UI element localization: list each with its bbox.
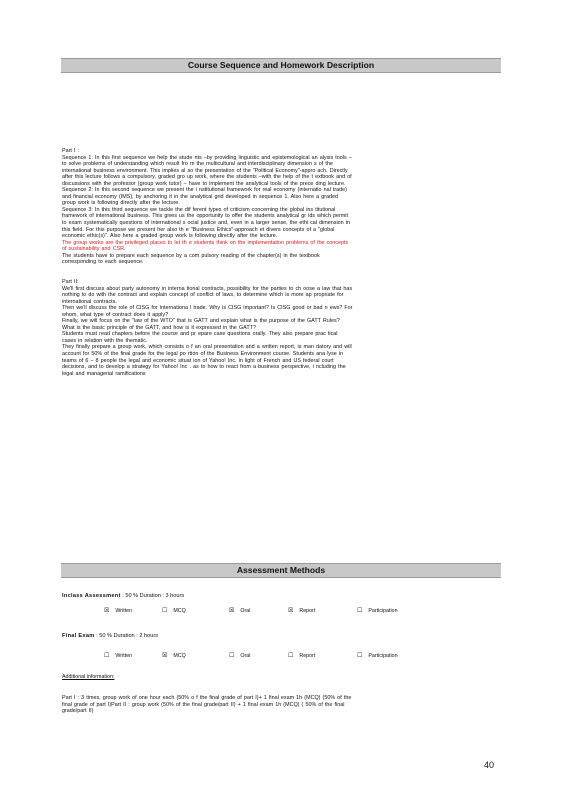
inclass-assessment-label: Inclass Assessment: [62, 593, 121, 599]
part-one-highlight-line: of sustainability and CSR.: [62, 246, 126, 253]
additional-line: Part I : 3 times, group work of one hour each (50% o f the final grade of part I)+ 1 final exam 1h (MCQ) (50% of the: [62, 695, 352, 701]
part-one-line: group work is following directly after the lecture.: [62, 200, 180, 207]
additional-line: grade/part II): [62, 708, 94, 715]
part-two-line: legal and managerial ramifications: [62, 370, 146, 377]
part-two-line: account for 50% of the final grade for the legal po rtion of the Business Environment course. Students ana lyse in: [62, 351, 344, 358]
part-two-line: They finally prepare a group work, which consists o f an oral presentation and a written report, is man datory and will: [62, 344, 352, 351]
part-two-line: nothing to do with the contract and explain concept of conflict of laws, to determine which is more ap propriate for: [62, 292, 344, 299]
final-option-oral[interactable]: [229, 652, 250, 659]
additional-line: final grade of part I)Part II : group work (50% of the final grade/part II) + 1 final exam 1h (MCQ) ( 50% of the final: [62, 701, 345, 708]
checkbox-icon: ☐: [104, 653, 110, 659]
additional-information-label: Additional information:: [62, 674, 115, 680]
part-two-block: [62, 279, 500, 377]
part-one-line: corresponding to each sequence.: [62, 259, 144, 266]
part-two-line: What is the basic principle of the GATT, and how is it expressed in the GATT?: [62, 324, 256, 331]
checkbox-icon: ☐: [229, 653, 235, 659]
additional-information-block: [62, 695, 500, 715]
part-one-line: Sequence 3: In this third sequence we tackle the dif ferent types of criticism concerning the global ins titutional: [62, 206, 336, 213]
part-one-line: discussions with the professor (group work tutor) – have to implement the analytical tools of the prece ding lecture.: [62, 180, 346, 187]
checkbox-icon: ☐: [357, 608, 363, 614]
final-option-report[interactable]: [288, 652, 315, 659]
final-option-written[interactable]: [104, 652, 132, 659]
final-exam-label: Final Exam: [62, 633, 95, 639]
part-one-block: [62, 148, 500, 266]
final-exam-detail: : 50 % Duration : 2 hours: [96, 633, 158, 639]
option-label: MCQ: [173, 653, 186, 659]
checkbox-icon: ☒: [288, 608, 294, 614]
option-label: Written: [115, 653, 133, 659]
part-one-heading: Part I :: [62, 148, 80, 154]
part-one-line: to solve problems of understanding which result fro m the multicultural and interdisciplinary dimension s of the: [62, 161, 333, 168]
option-label: Report: [299, 653, 316, 659]
section-title-course-sequence: Course Sequence and Homework Description: [61, 58, 501, 73]
part-two-line: teams of 6 – 8 people the legal and economic situat ion of Yahoo! Inc. in light of French and US federal court: [62, 357, 334, 364]
part-two-line: Students must read chapters before the course and pr epare case questions orally. They also prepare prac tical: [62, 331, 338, 338]
part-one-line: and financial economy (IMS), by anchoring it in the analytical grid developed in sequence 1. Also here a graded: [62, 193, 339, 200]
part-two-line: international contracts.: [62, 298, 117, 305]
inclass-assessment-detail: : 50 % Duration : 3 hours: [122, 593, 185, 599]
part-one-line: framework of international business. This gives us the opportunity to offer the students analytical gr ids which permit: [62, 213, 348, 220]
section-title-assessment-methods: Assessment Methods: [61, 563, 501, 578]
part-one-line: international business environment. This implies al so the presentation of the "Political Economy"-appro ach. Directly: [62, 167, 348, 174]
part-one-line: this field. For this purpose we present her also th e "Business Ethics"-approach et divers concepts of a "global: [62, 226, 335, 233]
final-option-participation[interactable]: [357, 652, 398, 659]
part-two-line: cases in relation with the thematic.: [62, 337, 148, 344]
option-label: Participation: [368, 608, 398, 614]
checkbox-icon: ☐: [162, 608, 168, 614]
part-two-line: decisions, and to develop a strategy for Yahoo! Inc . as to how to react from a business perspective, i ncluding the: [62, 364, 346, 371]
checkbox-icon: ☒: [162, 653, 168, 659]
checkbox-icon: ☒: [104, 608, 110, 614]
part-one-line: after this lecture follows a compulsory, graded gro up work, where the students –with the help of the t extbook and of: [62, 174, 352, 181]
part-one-highlight-line: The group works are the privileged places to let th e students think on the implementation problems of the concepts: [62, 239, 349, 246]
option-label: Oral: [240, 608, 251, 614]
part-one-line: Sequence 2: In this second sequence we present the i nstitutional framework for real economy (internatio nal trade): [62, 187, 347, 194]
final-exam-row: [62, 633, 158, 639]
part-one-line: to exam systematically questions of international s ocial justice and, even in a larger sense, the ethi cal dimension in: [62, 220, 350, 227]
option-label: Written: [115, 608, 133, 614]
checkbox-icon: ☐: [288, 653, 294, 659]
part-two-line: whom, what type of contract does it apply?: [62, 311, 169, 318]
checkbox-icon: ☒: [229, 608, 235, 614]
inclass-option-report[interactable]: [288, 607, 315, 614]
inclass-assessment-row: [62, 593, 184, 599]
inclass-option-participation[interactable]: [357, 607, 398, 614]
option-label: Oral: [240, 653, 251, 659]
inclass-option-oral[interactable]: [229, 607, 250, 614]
page-number: 40: [484, 760, 495, 770]
option-label: MCQ: [173, 608, 186, 614]
option-label: Participation: [368, 653, 398, 659]
inclass-option-written[interactable]: [104, 607, 132, 614]
part-one-line: The students have to prepare each sequence by a com pulsory reading of the chapter(s) in the textbook: [62, 252, 320, 259]
inclass-option-mcq[interactable]: [162, 607, 186, 614]
part-one-line: Sequence 1: In this first sequence we help the stude nts –by providing linguistic and epistemological an alysis tools –: [62, 154, 352, 161]
part-two-line: Finally, we will focus on the "law of the WTO" that is GATT and explain what is the purpose of the GATT Rules?: [62, 318, 340, 325]
final-option-mcq[interactable]: [162, 652, 186, 659]
option-label: Report: [299, 608, 316, 614]
part-one-line: economic ethic(s)". Also here a graded group work is following directly after the lecture.: [62, 233, 278, 240]
part-two-line: Then we'll discuss the role of CISG for internationa l trade. Why is CISG important? Is CISG good or bad n ews? For: [62, 305, 353, 312]
checkbox-icon: ☐: [357, 653, 363, 659]
part-two-heading: Part II:: [62, 279, 79, 285]
part-two-line: We'll first discuss about party autonomy in interna tional contracts, possibility for the parties to ch oose a law that has: [62, 285, 353, 292]
